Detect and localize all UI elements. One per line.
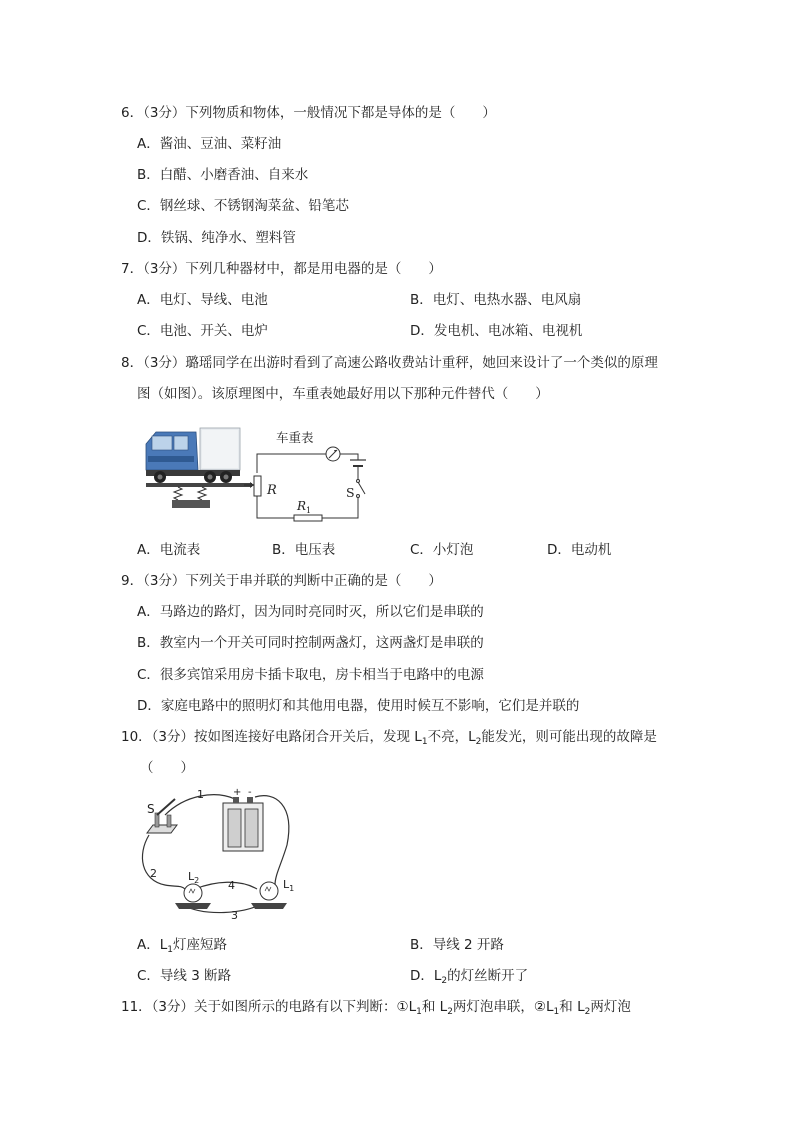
q8-stem-line2: 图（如图）。该原理图中，车重表她最好用以下那种元件替代（ ）: [137, 386, 549, 402]
q7-stem: 7．（3分）下列几种器材中，都是用电器的是（ ）: [121, 261, 442, 277]
q9-option-d: D．家庭电路中的照明灯和其他用电器，使用时候互不影响，它们是并联的: [137, 698, 580, 714]
wire-1-label: 1: [197, 788, 204, 801]
q10-stem: 10．（3分）按如图连接好电路闭合开关后，发现 $L_1$不亮，$L_2$能发光，则可能出现的故障是: [121, 729, 657, 747]
q9-stem: 9．（3分）下列关于串并联的判断中正确的是（ ）: [121, 573, 442, 589]
bulb-l2-label: $L_2$: [188, 870, 200, 885]
spring-right: [198, 487, 206, 500]
rheostat-icon: [254, 476, 261, 496]
wire-2: [142, 835, 185, 889]
rheostat-label: R: [267, 483, 277, 498]
q10-option-c: C．导线 3 断路: [137, 968, 232, 984]
q10-option-b: B．导线 2 开路: [410, 937, 504, 953]
q8-stem-line1: 8．（3分）璐瑶同学在出游时看到了高速公路收费站计重秤，她回来设计了一个类似的原理: [121, 355, 658, 371]
q7-option-a: A．电灯、导线、电池: [137, 292, 268, 308]
q8-option-b: B．电压表: [272, 542, 336, 558]
q9-option-a: A．马路边的路灯，因为同时亮同时灭，所以它们是串联的: [137, 604, 484, 620]
q7-option-d: D．发电机、电冰箱、电视机: [410, 323, 583, 339]
scale-platform: [146, 483, 240, 487]
wire-4: [195, 882, 257, 889]
q8-circuit-figure: [140, 422, 380, 522]
bulb-l2-icon: [175, 884, 211, 909]
q11-stem: 11．（3分）关于如图所示的电路有以下判断：$①L_1$和 $L_2$两灯泡串联，$②L_1$和 $L_2$两灯泡: [121, 999, 631, 1017]
meter-label: 车重表: [276, 430, 314, 445]
resistor-r1-label: $R_1$: [297, 499, 312, 515]
wire-3-label: 3: [231, 909, 238, 920]
q6-option-d: D．铁锅、纯净水、塑料管: [137, 230, 296, 246]
q7-option-b: B．电灯、电热水器、电风扇: [410, 292, 582, 308]
q9-option-c: C．很多宾馆采用房卡插卡取电，房卡相当于电路中的电源: [137, 667, 484, 683]
battery-plus-label: +: [233, 787, 242, 798]
q10-option-d: D．$L_2$的灯丝断开了: [410, 968, 529, 986]
q6-stem: 6．（3分）下列物质和物体，一般情况下都是导体的是（ ）: [121, 105, 496, 121]
resistor-r1-icon: [294, 515, 322, 521]
q9-option-b: B．教室内一个开关可同时控制两盏灯，这两盏灯是串联的: [137, 635, 484, 651]
truck-image: [146, 428, 240, 483]
q10-answer-paren: （ ）: [140, 760, 194, 776]
q6-option-b: B．白醋、小磨香油、自来水: [137, 167, 309, 183]
bulb-l1-label: $L_1$: [283, 878, 295, 893]
wire-4-label: 4: [228, 879, 235, 892]
q8-option-d: D．电动机: [547, 542, 612, 558]
battery-minus-label: -: [248, 787, 252, 798]
q8-option-c: C．小灯泡: [410, 542, 474, 558]
wire-2-label: 2: [150, 867, 157, 880]
q7-option-c: C．电池、开关、电炉: [137, 323, 268, 339]
q6-option-c: C．钢丝球、不锈钢淘菜盆、铅笔芯: [137, 198, 349, 214]
battery-box-icon: [223, 797, 263, 851]
q8-option-a: A．电流表: [137, 542, 201, 558]
q6-option-a: A．酱油、豆油、菜籽油: [137, 136, 282, 152]
scale-base: [172, 500, 210, 508]
bulb-l1-icon: [251, 882, 287, 909]
switch-label: S: [147, 802, 155, 816]
switch-label: S: [346, 485, 355, 500]
q10-circuit-figure: [135, 785, 300, 920]
q10-option-a: A．$L_1$灯座短路: [137, 937, 227, 955]
spring-left: [174, 487, 182, 500]
